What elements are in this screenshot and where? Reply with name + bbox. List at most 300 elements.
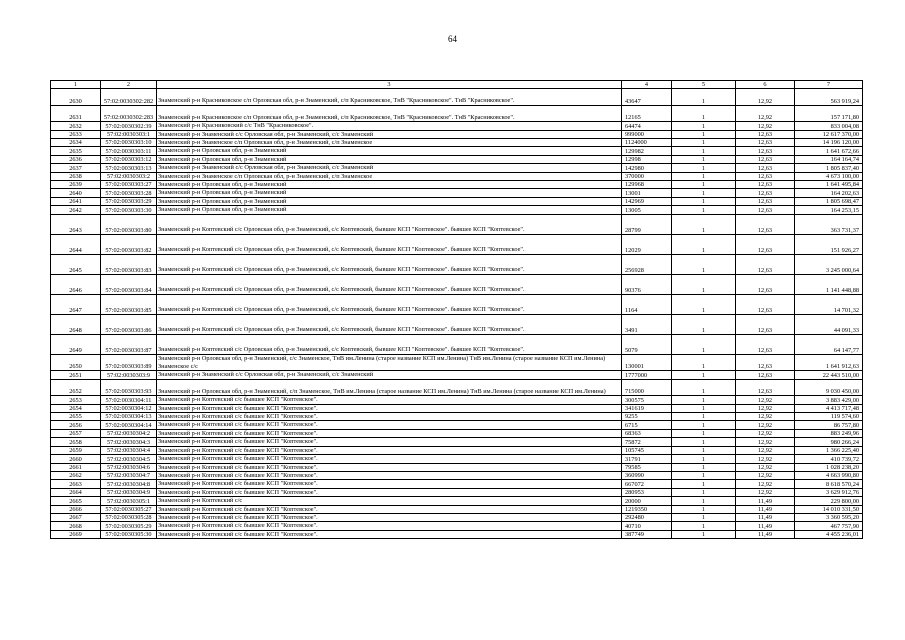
table-row: [51, 455, 863, 463]
table-row: [51, 274, 863, 294]
cadastral-number-cell: 57:02:0030303:80: [101, 214, 157, 234]
count-cell: 1: [672, 294, 736, 314]
rate-cell: 12,92: [736, 421, 795, 429]
cadastral-number-cell: 57:02:0030303:9: [101, 371, 157, 379]
cadastral-number-cell: 57:02:0030303:13: [101, 164, 157, 172]
count-cell: 1: [672, 446, 736, 454]
location-description-cell: Знаменский р-н Орловская обл, р-н Знаменский: [157, 197, 622, 205]
rate-cell: 12,63: [736, 254, 795, 274]
count-cell: 1: [672, 122, 736, 130]
location-description-cell: Знаменский р-н Орловская обл, р-н Знаменский: [157, 189, 622, 197]
location-description-cell: Знаменский р-н Коптевский с/с бывшее КСП "Коптевское".: [157, 421, 622, 429]
column-header: 6: [736, 81, 795, 89]
rate-cell: 12,92: [736, 105, 795, 122]
location-description-cell: Знаменский р-н Коптевский с/с бывшее КСП "Коптевское".: [157, 463, 622, 471]
row-number-cell: 2648: [51, 314, 101, 334]
rate-cell: 12,63: [736, 354, 795, 371]
area-cell: 142969: [622, 197, 672, 205]
location-description-cell: Знаменский р-н Коптевский с/с Орловская обл, р-н Знаменский, с/с Коптевский, бывшее КСП "Коптевское". бывшее КСП "Коптевское".: [157, 294, 622, 314]
location-description-cell: Знаменский р-н Коптевский с/с Орловская обл, р-н Знаменский, с/с Коптевский, бывшее КСП "Коптевское". бывшее КСП "Коптевское".: [157, 214, 622, 234]
value-cell: 3 883 429,00: [795, 396, 863, 404]
table-row: [51, 105, 863, 122]
row-number-cell: 2668: [51, 522, 101, 530]
cadastral-number-cell: 57:02:0030303:12: [101, 155, 157, 163]
value-cell: 1 641 672,66: [795, 147, 863, 155]
cadastral-number-cell: 57:02:0030302:39: [101, 122, 157, 130]
cadastral-number-cell: 57:02:0030305:28: [101, 513, 157, 521]
value-cell: 1 641 495,84: [795, 181, 863, 189]
cadastral-number-cell: 57:02:0030304:9: [101, 488, 157, 496]
count-cell: 1: [672, 471, 736, 479]
rate-cell: 12,92: [736, 471, 795, 479]
location-description-cell: Знаменский р-н Орловская обл, р-н Знаменский, с/п Знаменское, ТнВ им.Ленина (старое название КСП им.Ленина) ТнВ им.Ленина (старое название КСП им.Ленина): [157, 379, 622, 396]
area-cell: 1164: [622, 294, 672, 314]
row-number-cell: 2649: [51, 334, 101, 354]
area-cell: 40710: [622, 522, 672, 530]
cadastral-number-cell: 57:02:0030304:4: [101, 446, 157, 454]
rate-cell: 12,92: [736, 488, 795, 496]
rate-cell: 12,63: [736, 197, 795, 205]
count-cell: 1: [672, 522, 736, 530]
cadastral-number-cell: 57:02:0030304:8: [101, 480, 157, 488]
value-cell: 980 266,24: [795, 438, 863, 446]
area-cell: 5079: [622, 334, 672, 354]
count-cell: 1: [672, 172, 736, 180]
table-row: [51, 522, 863, 530]
cadastral-number-cell: 57:02:0030303:83: [101, 254, 157, 274]
count-cell: 1: [672, 513, 736, 521]
table-row: [51, 379, 863, 396]
count-cell: 1: [672, 334, 736, 354]
row-number-cell: 2640: [51, 189, 101, 197]
row-number-cell: 2652: [51, 379, 101, 396]
value-cell: 467 757,90: [795, 522, 863, 530]
location-description-cell: Знаменский р-н Коптевский с/с бывшее КСП "Коптевское".: [157, 429, 622, 437]
table-row: [51, 254, 863, 274]
land-register-table: [50, 80, 863, 539]
table-row: [51, 354, 863, 371]
rate-cell: 12,63: [736, 139, 795, 147]
cadastral-number-cell: 57:02:0030304:14: [101, 421, 157, 429]
cadastral-number-cell: 57:02:0030303:82: [101, 234, 157, 254]
count-cell: 1: [672, 488, 736, 496]
area-cell: 64474: [622, 122, 672, 130]
column-header: 3: [157, 81, 622, 89]
row-number-cell: 2630: [51, 89, 101, 106]
table-row: [51, 294, 863, 314]
area-cell: 667072: [622, 480, 672, 488]
cadastral-number-cell: 57:02:0030303:1: [101, 130, 157, 138]
row-number-cell: 2634: [51, 139, 101, 147]
location-description-cell: Знаменский р-н Орловская обл, р-н Знаменский: [157, 181, 622, 189]
count-cell: 1: [672, 105, 736, 122]
location-description-cell: Знаменский р-н Знаменский с/с Орловская обл, р-н Знаменский, с/с Знаменский: [157, 371, 622, 379]
table-row: [51, 206, 863, 214]
row-number-cell: 2645: [51, 254, 101, 274]
area-cell: 130001: [622, 354, 672, 371]
row-number-cell: 2637: [51, 164, 101, 172]
table-row: [51, 505, 863, 513]
location-description-cell: Знаменский р-н Коптевский с/с бывшее КСП "Коптевское".: [157, 438, 622, 446]
cadastral-number-cell: 57:02:0030304:2: [101, 429, 157, 437]
count-cell: 1: [672, 214, 736, 234]
count-cell: 1: [672, 234, 736, 254]
area-cell: 370000: [622, 172, 672, 180]
table-row: [51, 155, 863, 163]
rate-cell: 12,92: [736, 480, 795, 488]
value-cell: 164 253,15: [795, 206, 863, 214]
row-number-cell: 2656: [51, 421, 101, 429]
table-row: [51, 497, 863, 505]
table-row: [51, 438, 863, 446]
rate-cell: 12,63: [736, 206, 795, 214]
count-cell: 1: [672, 505, 736, 513]
row-number-cell: 2659: [51, 446, 101, 454]
count-cell: 1: [672, 139, 736, 147]
value-cell: 4 413 717,48: [795, 404, 863, 412]
rate-cell: 12,92: [736, 446, 795, 454]
count-cell: 1: [672, 463, 736, 471]
location-description-cell: Знаменский р-н Коптевский с/с бывшее КСП "Коптевское".: [157, 480, 622, 488]
cadastral-number-cell: 57:02:0030303:29: [101, 197, 157, 205]
row-number-cell: 2650: [51, 354, 101, 371]
count-cell: 1: [672, 455, 736, 463]
row-number-cell: 2632: [51, 122, 101, 130]
table-row: [51, 480, 863, 488]
area-cell: 90376: [622, 274, 672, 294]
location-description-cell: Знаменский р-н Знаменский с/с Орловская обл, р-н Знаменский, с/с Знаменский: [157, 164, 622, 172]
table-body: [51, 89, 863, 539]
value-cell: 4 663 990,80: [795, 471, 863, 479]
rate-cell: 12,63: [736, 334, 795, 354]
location-description-cell: Знаменский р-н Коптевский с/с бывшее КСП "Коптевское".: [157, 471, 622, 479]
row-number-cell: 2654: [51, 404, 101, 412]
location-description-cell: Знаменский р-н Коптевский с/с Орловская обл, р-н Знаменский, с/с Коптевский, бывшее КСП "Коптевское". бывшее КСП "Коптевское".: [157, 334, 622, 354]
location-description-cell: Знаменский р-н Коптевский с/с Орловская обл, р-н Знаменский, с/с Коптевский, бывшее КСП "Коптевское". бывшее КСП "Коптевское".: [157, 314, 622, 334]
rate-cell: 12,92: [736, 413, 795, 421]
value-cell: 3 629 912,76: [795, 488, 863, 496]
rate-cell: 12,63: [736, 181, 795, 189]
row-number-cell: 2662: [51, 471, 101, 479]
area-cell: 20000: [622, 497, 672, 505]
rate-cell: 12,92: [736, 404, 795, 412]
rate-cell: 12,63: [736, 189, 795, 197]
area-cell: 68363: [622, 429, 672, 437]
area-cell: 9255: [622, 413, 672, 421]
table-header-row: [51, 81, 863, 89]
row-number-cell: 2653: [51, 396, 101, 404]
count-cell: 1: [672, 480, 736, 488]
rate-cell: 12,63: [736, 147, 795, 155]
location-description-cell: Знаменский р-н Красниковское с/п Орловская обл, р-н Знаменский, с/п Красниковское, ТнВ "Красниковское". ТнВ "Красниковское".: [157, 89, 622, 106]
cadastral-number-cell: 57:02:0030303:84: [101, 274, 157, 294]
area-cell: 13005: [622, 206, 672, 214]
location-description-cell: Знаменский р-н Коптевский с/с бывшее КСП "Коптевское".: [157, 530, 622, 538]
area-cell: 3491: [622, 314, 672, 334]
table-row: [51, 139, 863, 147]
count-cell: 1: [672, 497, 736, 505]
area-cell: 715000: [622, 379, 672, 396]
table-row: [51, 371, 863, 379]
row-number-cell: 2641: [51, 197, 101, 205]
cadastral-number-cell: 57:02:0030305:1: [101, 497, 157, 505]
column-header: 2: [101, 81, 157, 89]
location-description-cell: Знаменский р-н Коптевский с/с Орловская обл, р-н Знаменский, с/с Коптевский, бывшее КСП "Коптевское". бывшее КСП "Коптевское".: [157, 274, 622, 294]
area-cell: 13001: [622, 189, 672, 197]
page-number: 64: [448, 34, 457, 44]
count-cell: 1: [672, 429, 736, 437]
rate-cell: 12,63: [736, 371, 795, 379]
location-description-cell: Знаменский р-н Коптевский с/с бывшее КСП "Коптевское".: [157, 455, 622, 463]
area-cell: 12998: [622, 155, 672, 163]
area-cell: 360990: [622, 471, 672, 479]
table-row: [51, 530, 863, 538]
count-cell: 1: [672, 89, 736, 106]
count-cell: 1: [672, 396, 736, 404]
value-cell: 119 574,60: [795, 413, 863, 421]
table-row: [51, 89, 863, 106]
count-cell: 1: [672, 254, 736, 274]
location-description-cell: Знаменский р-н Коптевский с/с бывшее КСП "Коптевское".: [157, 522, 622, 530]
table-row: [51, 513, 863, 521]
cadastral-number-cell: 57:02:0030303:87: [101, 334, 157, 354]
count-cell: 1: [672, 354, 736, 371]
value-cell: 164 202,63: [795, 189, 863, 197]
count-cell: 1: [672, 181, 736, 189]
cadastral-number-cell: 57:02:0030303:11: [101, 147, 157, 155]
count-cell: 1: [672, 164, 736, 172]
table-row: [51, 189, 863, 197]
area-cell: 105745: [622, 446, 672, 454]
value-cell: 229 800,00: [795, 497, 863, 505]
area-cell: 300575: [622, 396, 672, 404]
cadastral-number-cell: 57:02:0030302:283: [101, 105, 157, 122]
value-cell: 14 196 120,00: [795, 139, 863, 147]
row-number-cell: 2647: [51, 294, 101, 314]
value-cell: 22 443 510,00: [795, 371, 863, 379]
count-cell: 1: [672, 438, 736, 446]
area-cell: 12029: [622, 234, 672, 254]
location-description-cell: Знаменский р-н Коптевский с/с бывшее КСП "Коптевское".: [157, 396, 622, 404]
rate-cell: 12,63: [736, 274, 795, 294]
area-cell: 129968: [622, 181, 672, 189]
column-header: 7: [795, 81, 863, 89]
cadastral-number-cell: 57:02:0030303:28: [101, 189, 157, 197]
count-cell: 1: [672, 421, 736, 429]
cadastral-number-cell: 57:02:0030304:7: [101, 471, 157, 479]
cadastral-number-cell: 57:02:0030302:282: [101, 89, 157, 106]
value-cell: 14 010 331,50: [795, 505, 863, 513]
area-cell: 31791: [622, 455, 672, 463]
value-cell: 883 249,96: [795, 429, 863, 437]
location-description-cell: Знаменский р-н Красниковское с/п Орловская обл, р-н Знаменский, с/п Красниковское, ТнВ "Красниковское". ТнВ "Красниковское".: [157, 105, 622, 122]
location-description-cell: Знаменский р-н Знаменское с/п Орловская обл, р-н Знаменский, с/п Знаменское: [157, 139, 622, 147]
rate-cell: 12,92: [736, 438, 795, 446]
table-row: [51, 172, 863, 180]
area-cell: 280953: [622, 488, 672, 496]
area-cell: 142980: [622, 164, 672, 172]
area-cell: 79585: [622, 463, 672, 471]
cadastral-number-cell: 57:02:0030304:6: [101, 463, 157, 471]
value-cell: 44 091,33: [795, 314, 863, 334]
value-cell: 4 455 236,01: [795, 530, 863, 538]
row-number-cell: 2655: [51, 413, 101, 421]
row-number-cell: 2635: [51, 147, 101, 155]
row-number-cell: 2661: [51, 463, 101, 471]
table-row: [51, 396, 863, 404]
value-cell: 151 926,27: [795, 234, 863, 254]
rate-cell: 11,49: [736, 513, 795, 521]
cadastral-number-cell: 57:02:0030303:86: [101, 314, 157, 334]
row-number-cell: 2651: [51, 371, 101, 379]
area-cell: 292480: [622, 513, 672, 521]
location-description-cell: Знаменский р-н Коптевский с/с Орловская обл, р-н Знаменский, с/с Коптевский, бывшее КСП "Коптевское". бывшее КСП "Коптевское".: [157, 254, 622, 274]
value-cell: 1 141 448,88: [795, 274, 863, 294]
value-cell: 1 028 238,20: [795, 463, 863, 471]
row-number-cell: 2638: [51, 172, 101, 180]
column-header: 4: [622, 81, 672, 89]
cadastral-number-cell: 57:02:0030304:11: [101, 396, 157, 404]
row-number-cell: 2633: [51, 130, 101, 138]
location-description-cell: Знаменский р-н Коптевский с/с бывшее КСП "Коптевское".: [157, 505, 622, 513]
column-header: 1: [51, 81, 101, 89]
value-cell: 3 245 000,64: [795, 254, 863, 274]
row-number-cell: 2658: [51, 438, 101, 446]
location-description-cell: Знаменский р-н Коптевский с/с бывшее КСП "Коптевское".: [157, 446, 622, 454]
count-cell: 1: [672, 530, 736, 538]
value-cell: 9 030 450,00: [795, 379, 863, 396]
rate-cell: 12,92: [736, 429, 795, 437]
table-row: [51, 234, 863, 254]
row-number-cell: 2660: [51, 455, 101, 463]
rate-cell: 12,63: [736, 164, 795, 172]
row-number-cell: 2663: [51, 480, 101, 488]
rate-cell: 12,63: [736, 379, 795, 396]
area-cell: 1777000: [622, 371, 672, 379]
value-cell: 410 739,72: [795, 455, 863, 463]
table-row: [51, 197, 863, 205]
location-description-cell: Знаменский р-н Орловская обл, р-н Знаменский, с/с Знаменское, ТнВ им.Ленина (старое название КСП им.Ленина) ТнВ им.Ленина (старое название КСП им.Ленина) Знаменское с/с: [157, 354, 622, 371]
value-cell: 8 618 570,24: [795, 480, 863, 488]
rate-cell: 12,63: [736, 172, 795, 180]
count-cell: 1: [672, 197, 736, 205]
area-cell: 1124000: [622, 139, 672, 147]
count-cell: 1: [672, 189, 736, 197]
rate-cell: 11,49: [736, 497, 795, 505]
rate-cell: 11,49: [736, 505, 795, 513]
area-cell: 43647: [622, 89, 672, 106]
value-cell: 14 701,32: [795, 294, 863, 314]
area-cell: 75872: [622, 438, 672, 446]
cadastral-number-cell: 57:02:0030304:12: [101, 404, 157, 412]
table-row: [51, 463, 863, 471]
table-row: [51, 429, 863, 437]
rate-cell: 12,63: [736, 214, 795, 234]
cadastral-number-cell: 57:02:0030303:27: [101, 181, 157, 189]
count-cell: 1: [672, 314, 736, 334]
rate-cell: 12,63: [736, 234, 795, 254]
table-row: [51, 164, 863, 172]
cadastral-number-cell: 57:02:0030303:10: [101, 139, 157, 147]
cadastral-number-cell: 57:02:0030303:30: [101, 206, 157, 214]
value-cell: 1 641 912,63: [795, 354, 863, 371]
table-row: [51, 471, 863, 479]
cadastral-number-cell: 57:02:0030305:29: [101, 522, 157, 530]
table-row: [51, 446, 863, 454]
cadastral-number-cell: 57:02:0030303:89: [101, 354, 157, 371]
count-cell: 1: [672, 206, 736, 214]
rate-cell: 12,92: [736, 455, 795, 463]
rate-cell: 12,92: [736, 122, 795, 130]
location-description-cell: Знаменский р-н Орловская обл, р-н Знаменский: [157, 206, 622, 214]
table-row: [51, 147, 863, 155]
value-cell: 1 805 698,47: [795, 197, 863, 205]
table-row: [51, 122, 863, 130]
value-cell: 12 617 370,00: [795, 130, 863, 138]
row-number-cell: 2669: [51, 530, 101, 538]
rate-cell: 11,49: [736, 530, 795, 538]
rate-cell: 12,63: [736, 155, 795, 163]
count-cell: 1: [672, 404, 736, 412]
row-number-cell: 2644: [51, 234, 101, 254]
cadastral-number-cell: 57:02:0030304:3: [101, 438, 157, 446]
table-row: [51, 130, 863, 138]
count-cell: 1: [672, 130, 736, 138]
location-description-cell: Знаменский р-н Красниковский с/с ТнВ "Красниковское".: [157, 122, 622, 130]
table-row: [51, 334, 863, 354]
count-cell: 1: [672, 413, 736, 421]
location-description-cell: Знаменский р-н Орловская обл, р-н Знаменский: [157, 155, 622, 163]
table-row: [51, 421, 863, 429]
location-description-cell: Знаменский р-н Коптевский с/с: [157, 497, 622, 505]
area-cell: 256928: [622, 254, 672, 274]
cadastral-number-cell: 57:02:0030305:30: [101, 530, 157, 538]
rate-cell: 12,63: [736, 314, 795, 334]
area-cell: 1219350: [622, 505, 672, 513]
location-description-cell: Знаменский р-н Знаменское с/п Орловская обл, р-н Знаменский, с/п Знаменское: [157, 172, 622, 180]
cadastral-number-cell: 57:02:0030303:93: [101, 379, 157, 396]
location-description-cell: Знаменский р-н Коптевский с/с бывшее КСП "Коптевское".: [157, 413, 622, 421]
area-cell: 28799: [622, 214, 672, 234]
cadastral-number-cell: 57:02:0030305:27: [101, 505, 157, 513]
location-description-cell: Знаменский р-н Коптевский с/с бывшее КСП "Коптевское".: [157, 488, 622, 496]
row-number-cell: 2664: [51, 488, 101, 496]
count-cell: 1: [672, 379, 736, 396]
row-number-cell: 2665: [51, 497, 101, 505]
rate-cell: 12,63: [736, 130, 795, 138]
location-description-cell: Знаменский р-н Знаменский с/с Орловская обл, р-н Знаменский, с/с Знаменский: [157, 130, 622, 138]
table-row: [51, 404, 863, 412]
row-number-cell: 2646: [51, 274, 101, 294]
rate-cell: 11,49: [736, 522, 795, 530]
location-description-cell: Знаменский р-н Коптевский с/с Орловская обл, р-н Знаменский, с/с Коптевский, бывшее КСП "Коптевское". бывшее КСП "Коптевское".: [157, 234, 622, 254]
area-cell: 6715: [622, 421, 672, 429]
rate-cell: 12,92: [736, 396, 795, 404]
cadastral-number-cell: 57:02:0030304:5: [101, 455, 157, 463]
location-description-cell: Знаменский р-н Коптевский с/с бывшее КСП "Коптевское".: [157, 513, 622, 521]
location-description-cell: Знаменский р-н Орловская обл, р-н Знаменский: [157, 147, 622, 155]
area-cell: 129982: [622, 147, 672, 155]
value-cell: 1 366 225,40: [795, 446, 863, 454]
row-number-cell: 2642: [51, 206, 101, 214]
count-cell: 1: [672, 371, 736, 379]
rate-cell: 12,63: [736, 294, 795, 314]
rate-cell: 12,92: [736, 463, 795, 471]
value-cell: 1 805 837,40: [795, 164, 863, 172]
value-cell: 164 164,74: [795, 155, 863, 163]
value-cell: 563 919,24: [795, 89, 863, 106]
value-cell: 833 004,08: [795, 122, 863, 130]
